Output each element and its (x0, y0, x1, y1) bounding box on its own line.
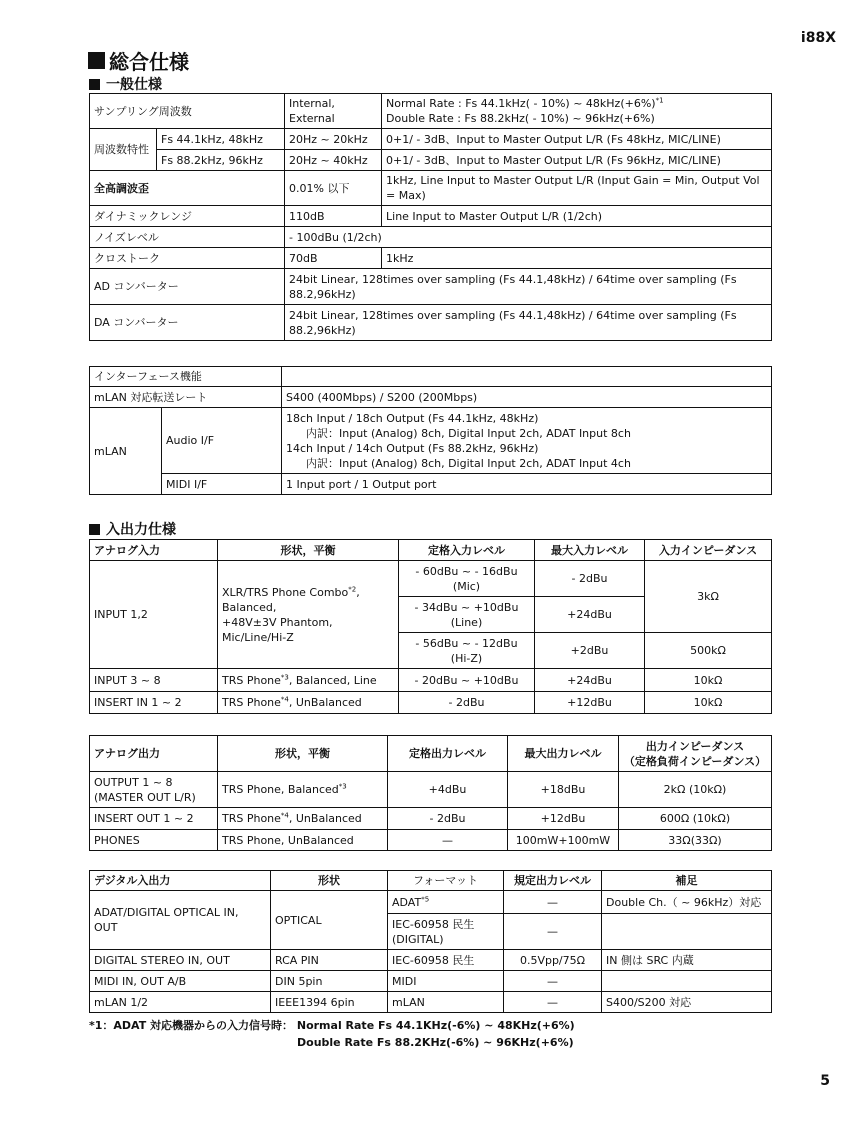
cell: Double Ch.（ ~ 96kHz）対応 (602, 891, 772, 914)
table-row (90, 992, 772, 1013)
row-label: mLAN (90, 408, 162, 495)
cell (218, 808, 388, 830)
table-row (90, 227, 772, 248)
cell (282, 408, 772, 474)
table-row (90, 692, 772, 714)
table-row (90, 387, 772, 408)
cell: 24bit Linear, 128times over sampling (Fs 44.1,48kHz) / 64time over sampling (Fs 88.2,96kHz) (285, 269, 772, 305)
column-header: アナログ出力 (90, 736, 218, 772)
section-title-general (89, 74, 162, 94)
footnote-mark: *1 (655, 96, 664, 105)
cell: Fs 88.2kHz, 96kHz (157, 150, 285, 171)
column-header: 形状，平衡 (218, 736, 388, 772)
row-label: ADAT/DIGITAL OPTICAL IN, OUT (90, 891, 271, 950)
table-row (90, 367, 772, 387)
section-header: インターフェース機能 (90, 367, 282, 387)
cell: - 2dBu (388, 808, 508, 830)
cell: - 60dBu ~ - 16dBu (Mic) (399, 561, 535, 597)
table-row (90, 94, 772, 129)
cell (218, 772, 388, 808)
row-label: mLAN 対応転送レート (90, 387, 282, 408)
table-row (90, 891, 772, 914)
table-row (90, 305, 772, 341)
shape-text: , UnBalanced (288, 696, 362, 709)
audio-line: 14ch Input / 14ch Output (Fs 88.2kHz, 96kHz) (286, 441, 539, 455)
cell: — (504, 891, 602, 914)
row-label: INPUT 1,2 (90, 561, 218, 669)
square-bullet-icon (89, 79, 100, 90)
table-row (90, 772, 772, 808)
cell (602, 971, 772, 992)
footnote-mark: *5 (421, 894, 430, 903)
row-label: PHONES (90, 830, 218, 851)
row-label: DA コンバーター (90, 305, 285, 341)
cell: MIDI I/F (162, 474, 282, 495)
cell: +12dBu (508, 808, 619, 830)
cell: IEEE1394 6pin (271, 992, 388, 1013)
model-name: i88X (800, 30, 836, 46)
footnote-mark: *3 (280, 672, 289, 681)
cell: 1kHz (382, 248, 772, 269)
cell: IEC-60958 民生 (DIGITAL) (388, 914, 504, 950)
cell: OPTICAL (271, 891, 388, 950)
cell: 20Hz ~ 20kHz (285, 129, 382, 150)
table-row (90, 474, 772, 495)
cell: — (388, 830, 508, 851)
column-header: 補足 (602, 871, 772, 891)
section-title-text: 入出力仕様 (106, 522, 176, 538)
cell: +4dBu (388, 772, 508, 808)
table-row (90, 408, 772, 474)
column-header: フォーマット (388, 871, 504, 891)
shape-text: Balanced, +48V±3V Phantom, Mic/Line/Hi-Z (222, 600, 333, 644)
cell: 0.5Vpp/75Ω (504, 950, 602, 971)
cell: 20Hz ~ 40kHz (285, 150, 382, 171)
cell: 0.01% 以下 (285, 171, 382, 206)
column-header: 最大出力レベル (508, 736, 619, 772)
footnote-mark: *4 (280, 811, 289, 820)
cell: 10kΩ (645, 692, 772, 714)
column-header: デジタル入出力 (90, 871, 271, 891)
cell: TRS Phone, UnBalanced (218, 830, 388, 851)
cell: Audio I/F (162, 408, 282, 474)
analog-input-table (89, 539, 772, 714)
cell: - 34dBu ~ +10dBu (Line) (399, 597, 535, 633)
row-label: クロストーク (90, 248, 285, 269)
table-row (90, 540, 772, 561)
column-header: 規定出力レベル (504, 871, 602, 891)
column-header: 出力インピーダンス （定格負荷インピーダンス） (619, 736, 772, 772)
shape-text: TRS Phone (222, 812, 281, 825)
table-row (90, 871, 772, 891)
row-label: DIGITAL STEREO IN, OUT (90, 950, 271, 971)
cell: XLR/TRS Phone Combo$^{*2}$, Balanced, +48V±3V Phantom, Mic/Line/Hi-Z (218, 561, 399, 669)
row-label: サンプリング周波数 (90, 94, 285, 129)
cell: - 2dBu (399, 692, 535, 714)
cell: Fs 44.1kHz, 48kHz (157, 129, 285, 150)
interface-table (89, 366, 772, 495)
column-header: 最大入力レベル (535, 540, 645, 561)
cell: 2kΩ (10kΩ) (619, 772, 772, 808)
cell: — (504, 992, 602, 1013)
table-row (90, 669, 772, 692)
cell: 33Ω(33Ω) (619, 830, 772, 851)
square-bullet-icon (88, 52, 105, 69)
shape-text: , UnBalanced (288, 812, 362, 825)
cell: DIN 5pin (271, 971, 388, 992)
cell: - 20dBu ~ +10dBu (399, 669, 535, 692)
cell: 24bit Linear, 128times over sampling (Fs 44.1,48kHz) / 64time over sampling (Fs 88.2,96kHz) (285, 305, 772, 341)
cell: — (504, 914, 602, 950)
row-label: 全高調波歪 (90, 171, 285, 206)
cell: +12dBu (535, 692, 645, 714)
audio-line: 18ch Input / 18ch Output (Fs 44.1kHz, 48kHz) (286, 411, 539, 425)
shape-text: TRS Phone (222, 696, 281, 709)
analog-output-table (89, 735, 772, 851)
row-label: mLAN 1/2 (90, 992, 271, 1013)
row-label: AD コンバーター (90, 269, 285, 305)
table-row (90, 171, 772, 206)
cell (602, 914, 772, 950)
audio-line: 内訳：Input (Analog) 8ch, Digital Input 2ch, ADAT Input 4ch (306, 456, 631, 470)
cell: +18dBu (508, 772, 619, 808)
table-row (90, 950, 772, 971)
cell: 0+1/ - 3dB、Input to Master Output L/R (Fs 48kHz, MIC/LINE) (382, 129, 772, 150)
table-row (90, 206, 772, 227)
section-title-text: 一般仕様 (106, 77, 162, 93)
cell: — (504, 971, 602, 992)
cell: RCA PIN (271, 950, 388, 971)
footnote-line: *1：ADAT 対応機器からの入力信号時： Normal Rate Fs 44.1KHz(-6%) ~ 48KHz(+6%) (89, 1019, 575, 1032)
table-row (90, 808, 772, 830)
column-header: 定格出力レベル (388, 736, 508, 772)
shape-text: XLR/TRS Phone Combo (222, 585, 349, 599)
cell: - 100dBu (1/2ch) (285, 227, 772, 248)
row-label: ダイナミックレンジ (90, 206, 285, 227)
row-label: OUTPUT 1 ~ 8 (MASTER OUT L/R) (90, 772, 218, 808)
table-row (90, 269, 772, 305)
cell: +24dBu (535, 669, 645, 692)
cell: IEC-60958 民生 (388, 950, 504, 971)
table-row (90, 561, 772, 597)
cell: 70dB (285, 248, 382, 269)
cell: 110dB (285, 206, 382, 227)
shape-text: TRS Phone, Balanced (222, 783, 339, 796)
row-label: INSERT IN 1 ~ 2 (90, 692, 218, 714)
row-label: INSERT OUT 1 ~ 2 (90, 808, 218, 830)
shape-text: , Balanced, Line (288, 673, 377, 687)
footnote-mark: *2 (348, 584, 357, 593)
page-number: 5 (820, 1073, 830, 1089)
square-bullet-icon (89, 524, 100, 535)
cell (282, 367, 772, 387)
cell (382, 94, 772, 129)
column-header: 定格入力レベル (399, 540, 535, 561)
normal-rate: Normal Rate : Fs 44.1kHz( - 10%) ~ 48kHz(+6%) (386, 97, 656, 110)
audio-line: 内訳：Input (Analog) 8ch, Digital Input 2ch, ADAT Input 8ch (306, 426, 631, 440)
cell: S400 (400Mbps) / S200 (200Mbps) (282, 387, 772, 408)
page-title (88, 46, 189, 75)
cell (218, 692, 399, 714)
double-rate: Double Rate : Fs 88.2kHz( - 10%) ~ 96kHz(+6%) (386, 112, 655, 125)
cell: MIDI (388, 971, 504, 992)
table-row (90, 736, 772, 772)
column-header: アナログ入力 (90, 540, 218, 561)
table-row (90, 129, 772, 150)
row-label: MIDI IN, OUT A/B (90, 971, 271, 992)
column-header: 入力インピーダンス (645, 540, 772, 561)
cell: 10kΩ (645, 669, 772, 692)
cell: 100mW+100mW (508, 830, 619, 851)
table-row (90, 971, 772, 992)
digital-io-table (89, 870, 772, 1013)
cell: Internal, External (285, 94, 382, 129)
cell: 600Ω (10kΩ) (619, 808, 772, 830)
column-header: 形状 (271, 871, 388, 891)
section-title-io (89, 519, 176, 539)
cell: - 56dBu ~ - 12dBu (Hi-Z) (399, 633, 535, 669)
cell: 500kΩ (645, 633, 772, 669)
cell: +24dBu (535, 597, 645, 633)
cell: mLAN (388, 992, 504, 1013)
row-label: 周波数特性 (90, 129, 157, 171)
table-row (90, 248, 772, 269)
shape-text: TRS Phone (222, 673, 281, 687)
cell: Line Input to Master Output L/R (1/2ch) (382, 206, 772, 227)
footnote-mark: *3 (338, 782, 347, 791)
cell (388, 891, 504, 914)
cell: +2dBu (535, 633, 645, 669)
table-row (90, 830, 772, 851)
cell: 1kHz, Line Input to Master Output L/R (Input Gain = Min, Output Vol = Max) (382, 171, 772, 206)
cell (218, 669, 399, 692)
cell: 1 Input port / 1 Output port (282, 474, 772, 495)
table-row (90, 150, 772, 171)
cell: 3kΩ (645, 561, 772, 633)
column-header: 形状，平衡 (218, 540, 399, 561)
page-title-text: 総合仕様 (109, 50, 189, 74)
cell: - 2dBu (535, 561, 645, 597)
general-spec-table (89, 93, 772, 341)
row-label: INPUT 3 ~ 8 (90, 669, 218, 692)
row-label: ノイズレベル (90, 227, 285, 248)
footnote-mark: *4 (280, 695, 289, 704)
footnote-line: Double Rate Fs 88.2KHz(-6%) ~ 96KHz(+6%) (297, 1036, 574, 1049)
cell: 0+1/ - 3dB、Input to Master Output L/R (Fs 96kHz, MIC/LINE) (382, 150, 772, 171)
format-text: ADAT (392, 895, 422, 909)
cell: IN 側は SRC 内蔵 (602, 950, 772, 971)
cell: S400/S200 対応 (602, 992, 772, 1013)
